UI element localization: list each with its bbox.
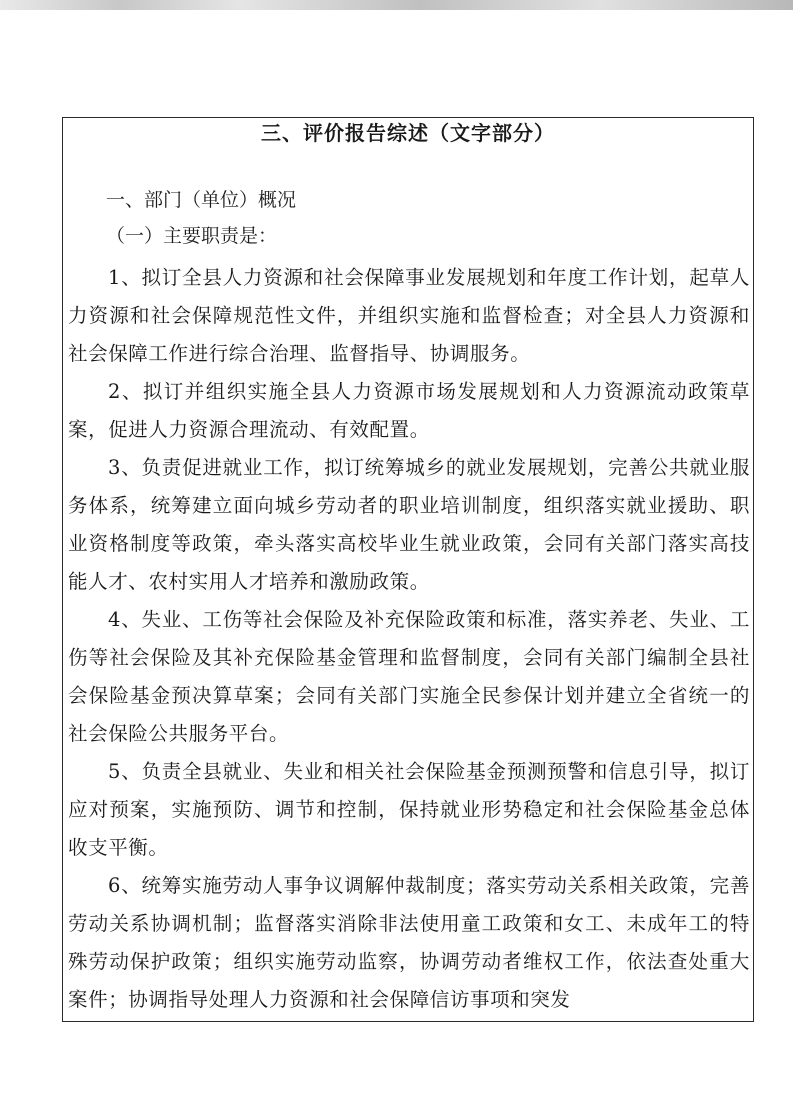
duty-paragraph-2: 2、拟订并组织实施全县人力资源市场发展规划和人力资源流动政策草案，促进人力资源合理流动、有效配置。 — [68, 380, 750, 441]
report-body — [68, 187, 750, 1019]
section-heading: 一、部门（单位）概况 — [106, 189, 297, 211]
duty-paragraph-3: 3、负责促进就业工作，拟订统筹城乡的就业发展规划，完善公共就业服务体系，统筹建立面向城乡劳动者的职业培训制度，组织落实就业援助、职业资格制度等政策，牵头落实高校毕业生就业政策，会同有关部门落实高技能人才、农村实用人才培养和激励政策。 — [68, 456, 750, 593]
duty-paragraph-1: 1、拟订全县人力资源和社会保障事业发展规划和年度工作计划，起草人力资源和社会保障规范性文件，并组织实施和监督检查；对全县人力资源和社会保障工作进行综合治理、监督指导、协调服务。 — [68, 266, 750, 365]
duty-paragraph-6: 6、统筹实施劳动人事争议调解仲裁制度；落实劳动关系相关政策，完善劳动关系协调机制；监督落实消除非法使用童工政策和女工、未成年工的特殊劳动保护政策；组织实施劳动监察，协调劳动者维权工作，依法查处重大案件；协调指导处理人力资源和社会保障信访事项和突发 — [68, 874, 750, 1011]
page-title: 三、评价报告综述（文字部分） — [261, 121, 555, 145]
duty-paragraph-4: 4、失业、工伤等社会保险及补充保险政策和标准，落实养老、失业、工伤等社会保险及其补充保险基金管理和监督制度，会同有关部门编制全县社会保险基金预决算草案；会同有关部门实施全民参保计划并建立全省统一的社会保险公共服务平台。 — [68, 608, 750, 745]
duty-paragraph-5: 5、负责全县就业、失业和相关社会保险基金预测预警和信息引导，拟订应对预案，实施预防、调节和控制，保持就业形势稳定和社会保险基金总体收支平衡。 — [68, 760, 750, 859]
scan-edge-shadow — [0, 0, 793, 10]
sub-heading: （一）主要职责是： — [106, 225, 278, 247]
